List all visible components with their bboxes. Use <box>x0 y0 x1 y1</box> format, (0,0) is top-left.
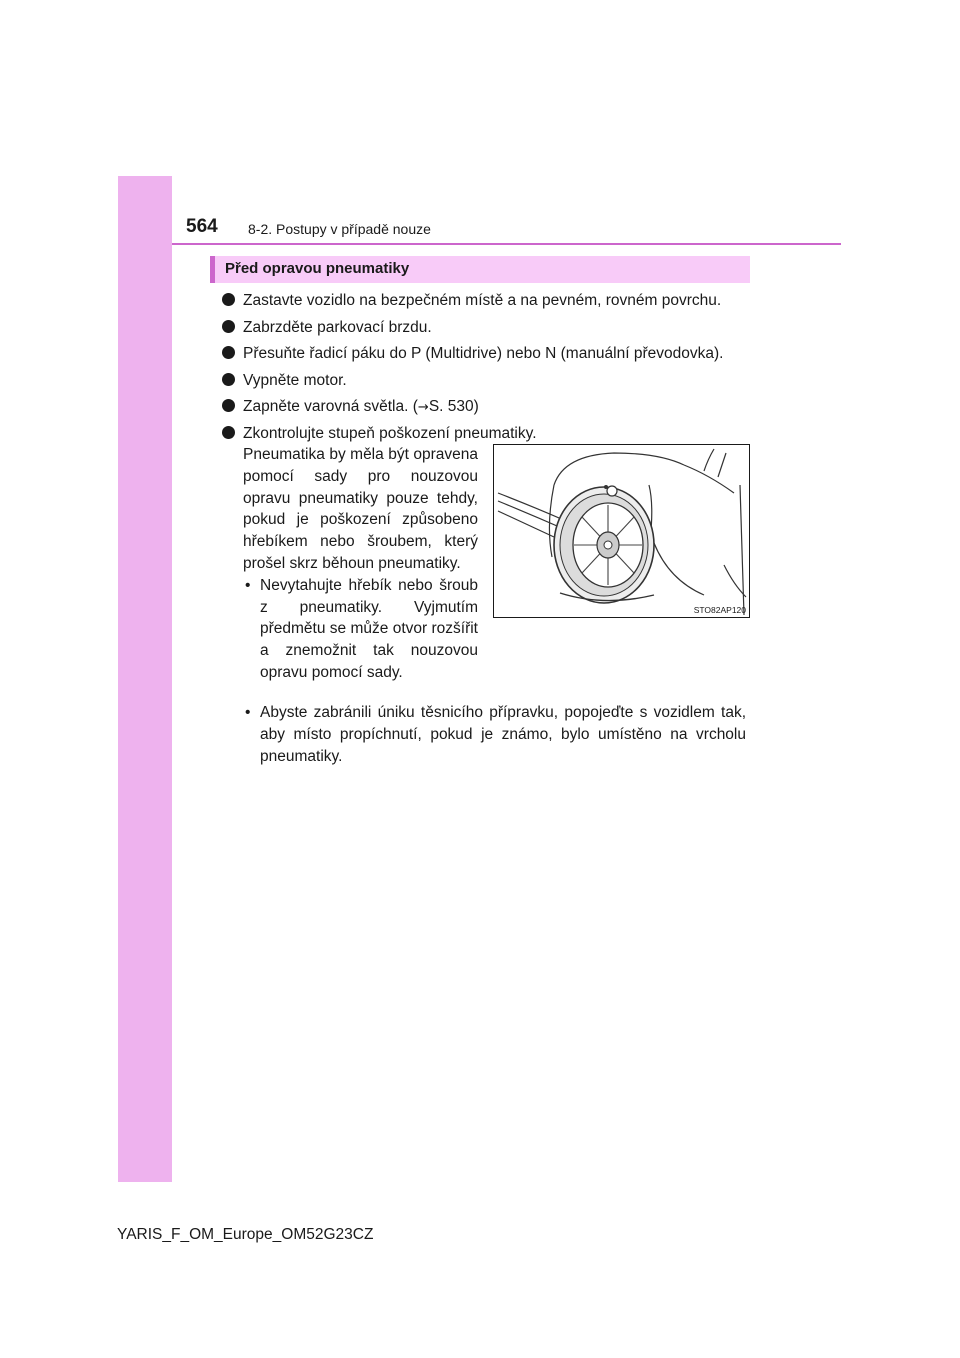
bullet-icon <box>222 399 235 412</box>
section-title: 8-2. Postupy v případě nouze <box>248 221 431 237</box>
bullet-icon <box>222 426 235 439</box>
bullet-icon <box>222 373 235 386</box>
page-number: 564 <box>186 216 218 237</box>
list-item: Zastavte vozidlo na bezpečném místě a na pevném, rovném povrchu. <box>222 292 762 319</box>
bullet-icon <box>222 320 235 333</box>
paragraph: Pneumatika by měla být opravena pomocí sady pro nouzovou opravu pneumatiky pouze tehdy, pokud je poškození způsobeno hřebíkem nebo šroubem, který prošel skrz běhoun pneumatiky. <box>243 446 478 572</box>
tire-illustration <box>493 444 750 618</box>
list-item: Zkontrolujte stupeň poškození pneumatiky. <box>222 425 762 452</box>
list-item: Zapněte varovná světla. (→S. 530) <box>222 398 762 425</box>
flat-tire-icon <box>494 445 749 617</box>
figure-code: STO82AP120 <box>693 605 746 615</box>
arrow-right-icon: → <box>417 400 429 415</box>
sub-bullet-icon: • <box>245 576 251 594</box>
header-rule <box>172 243 841 245</box>
bullet-list <box>222 292 762 451</box>
list-item: Přesuňte řadicí páku do P (Multidrive) nebo N (manuální převodovka). <box>222 345 762 372</box>
bullet-icon <box>222 346 235 359</box>
page-reference-link[interactable]: S. 530) <box>428 398 479 415</box>
list-item: Vypněte motor. <box>222 372 762 399</box>
heading-text: Před opravou pneumatiky <box>225 260 410 277</box>
heading-box <box>210 256 750 283</box>
bullet-icon <box>222 293 235 306</box>
footer: YARIS_F_OM_Europe_OM52G23CZ <box>117 1226 374 1243</box>
list-item: Zabrzděte parkovací brzdu. <box>222 319 762 346</box>
sub-list-item: • Nevytahujte hřebík nebo šroub z pneumatiky. Vyjmutím předmětu se může otvor rozšířit a znemožnit tak nouzovou opravu pomocí sady. <box>245 576 478 681</box>
sub-list-item: • Abyste zabránili úniku těsnicího přípravku, popojeďte s vozidlem tak, aby místo propíchnutí, pokud je známo, bylo umístěno na vrcholu pneumatiky. <box>245 704 746 765</box>
sub-bullet-icon: • <box>245 704 251 721</box>
chapter-sidebar-tab <box>118 176 172 1182</box>
body-text <box>243 444 478 684</box>
